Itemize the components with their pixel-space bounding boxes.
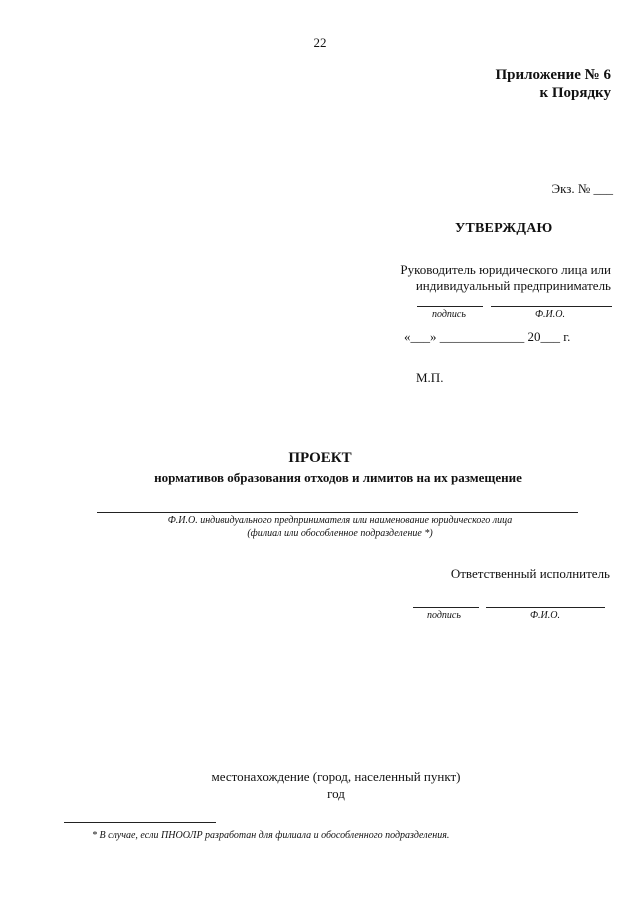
- seal-placeholder: М.П.: [416, 370, 444, 385]
- approver-title-line1: Руководитель юридического лица или: [400, 262, 611, 277]
- executor-signature-caption: подпись: [427, 610, 461, 621]
- approver-title-line2: индивидуальный предприниматель: [415, 278, 611, 293]
- executor-name-line: [486, 607, 605, 608]
- appendix-reference: к Порядку: [539, 85, 611, 101]
- subject-name-line: [97, 512, 578, 513]
- copy-number: Экз. № ___: [551, 181, 613, 196]
- executor-label: Ответственный исполнитель: [450, 566, 610, 581]
- location-line: местонахождение (город, населенный пункт): [211, 769, 461, 784]
- approver-name-line: [491, 306, 612, 307]
- subject-branch-caption: (филиал или обособленное подразделение *): [247, 528, 433, 539]
- document-subtitle: нормативов образования отходов и лимитов на их размещение: [154, 470, 522, 485]
- footnote: * В случае, если ПНООЛР разработан для филиала и обособленного подразделения.: [92, 830, 450, 841]
- page-number: 22: [313, 35, 327, 50]
- executor-name-caption: Ф.И.О.: [530, 610, 560, 621]
- appendix-label: Приложение № 6: [495, 67, 611, 83]
- approver-signature-caption: подпись: [432, 309, 466, 320]
- approval-date: «___» _____________ 20___ г.: [404, 329, 571, 344]
- executor-signature-line: [413, 607, 479, 608]
- subject-name-caption: Ф.И.О. индивидуального предпринимателя или наименование юридического лица: [167, 515, 513, 526]
- approver-name-caption: Ф.И.О.: [535, 309, 565, 320]
- footnote-separator: [64, 822, 216, 823]
- document-title: ПРОЕКТ: [288, 450, 352, 466]
- year-line: год: [327, 786, 345, 801]
- approval-heading: УТВЕРЖДАЮ: [455, 221, 553, 236]
- approver-signature-line: [417, 306, 483, 307]
